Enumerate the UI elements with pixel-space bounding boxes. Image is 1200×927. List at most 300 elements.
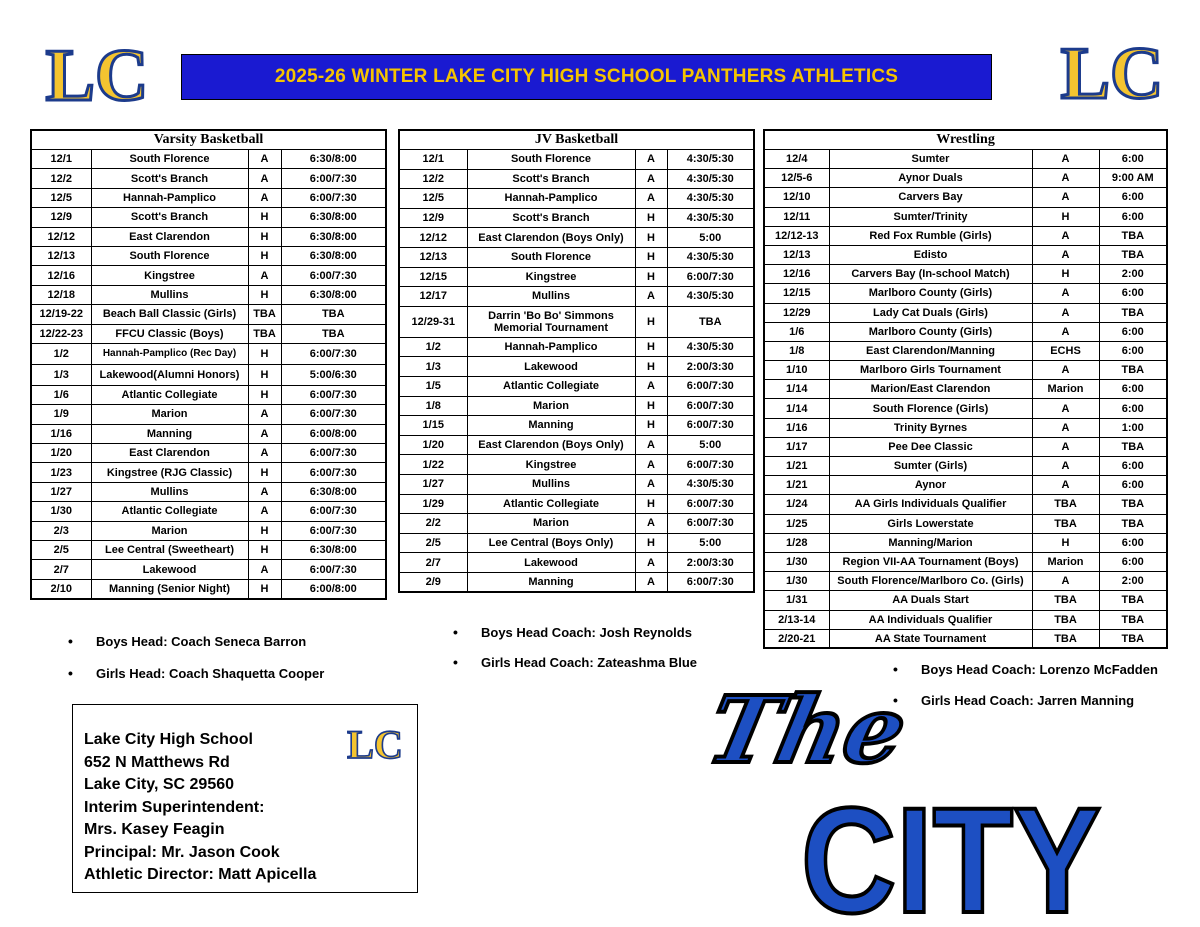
table-row [31, 521, 386, 540]
time-cell: 6:00 [1099, 552, 1167, 571]
location-cell: A [635, 376, 667, 396]
time-cell: 6:00/7:30 [667, 572, 754, 592]
opponent-cell: Aynor Duals [829, 169, 1032, 188]
lc-logo-text: LC [1060, 33, 1164, 115]
date-cell: 12/12 [31, 227, 91, 246]
table-row [31, 579, 386, 598]
time-cell: 6:00 [1099, 150, 1167, 169]
time-cell: 6:00 [1099, 188, 1167, 207]
location-cell: A [248, 169, 281, 188]
date-cell: 12/5-6 [764, 169, 829, 188]
location-cell: A [1032, 322, 1099, 341]
list-item: • Girls Head Coach: Zateashma Blue [453, 655, 697, 670]
time-cell: 9:00 AM [1099, 169, 1167, 188]
location-cell: A [1032, 188, 1099, 207]
opponent-cell: Sumter/Trinity [829, 207, 1032, 226]
list-item: • Boys Head Coach: Lorenzo McFadden [893, 662, 1158, 677]
time-cell: 4:30/5:30 [667, 189, 754, 209]
time-cell: 2:00/3:30 [667, 553, 754, 573]
time-cell: TBA [281, 305, 386, 324]
location-cell: H [248, 463, 281, 482]
time-cell: TBA [1099, 514, 1167, 533]
location-cell: A [1032, 457, 1099, 476]
opponent-cell: Marion [467, 396, 635, 416]
table-row [31, 188, 386, 207]
time-cell: 1:00 [1099, 418, 1167, 437]
table-row [399, 376, 754, 396]
time-cell: 6:30/8:00 [281, 482, 386, 501]
table-row [399, 514, 754, 534]
location-cell: A [1032, 572, 1099, 591]
time-cell: TBA [1099, 303, 1167, 322]
table-row [31, 246, 386, 265]
time-cell: 6:00/7:30 [667, 267, 754, 287]
table-title: JV Basketball [399, 130, 754, 150]
table-row [31, 343, 386, 364]
opponent-cell: East Clarendon (Boys Only) [467, 228, 635, 248]
time-cell: 6:00 [1099, 322, 1167, 341]
opponent-cell: Lady Cat Duals (Girls) [829, 303, 1032, 322]
table-row [399, 169, 754, 189]
date-cell: 12/15 [399, 267, 467, 287]
opponent-cell: Scott's Branch [467, 169, 635, 189]
table-row [399, 189, 754, 209]
date-cell: 1/23 [31, 463, 91, 482]
location-cell: A [1032, 169, 1099, 188]
table-row [399, 474, 754, 494]
opponent-cell: Beach Ball Classic (Girls) [91, 305, 248, 324]
time-cell: 6:00/7:30 [667, 494, 754, 514]
opponent-cell: Atlantic Collegiate [91, 502, 248, 521]
date-cell: 12/2 [399, 169, 467, 189]
table-row [764, 284, 1167, 303]
opponent-cell: Atlantic Collegiate [91, 385, 248, 404]
the-city-logo [698, 670, 1110, 927]
opponent-cell: Region VII-AA Tournament (Boys) [829, 552, 1032, 571]
location-cell: A [635, 150, 667, 170]
location-cell: A [1032, 150, 1099, 169]
date-cell: 2/7 [399, 553, 467, 573]
time-cell: 6:00 [1099, 341, 1167, 360]
time-cell: 6:30/8:00 [281, 541, 386, 560]
location-cell: A [635, 435, 667, 455]
opponent-cell: Carvers Bay [829, 188, 1032, 207]
location-cell: H [1032, 265, 1099, 284]
table-row [764, 361, 1167, 380]
table-row [764, 265, 1167, 284]
time-cell: 4:30/5:30 [667, 337, 754, 357]
date-cell: 1/24 [764, 495, 829, 514]
location-cell: A [635, 455, 667, 475]
opponent-cell: Marion [91, 405, 248, 424]
location-cell: TBA [1032, 610, 1099, 629]
time-cell: 6:00/7:30 [667, 455, 754, 475]
time-cell: 6:00/8:00 [281, 424, 386, 443]
opponent-cell: Atlantic Collegiate [467, 494, 635, 514]
table-row [399, 208, 754, 228]
table-row [764, 399, 1167, 418]
lc-logo-small [349, 719, 401, 769]
location-cell: H [1032, 533, 1099, 552]
date-cell: 12/5 [31, 188, 91, 207]
time-cell: 5:00 [667, 533, 754, 553]
opponent-cell: East Clarendon [91, 444, 248, 463]
opponent-cell: Lee Central (Boys Only) [467, 533, 635, 553]
city-text: CITY [801, 776, 1101, 927]
table-title: Wrestling [764, 130, 1167, 150]
location-cell: TBA [1032, 495, 1099, 514]
opponent-cell: East Clarendon (Boys Only) [467, 435, 635, 455]
location-cell: H [635, 396, 667, 416]
table-row [399, 357, 754, 377]
info-line: 652 N Matthews Rd [84, 753, 230, 771]
opponent-cell: South Florence (Girls) [829, 399, 1032, 418]
location-cell: H [248, 521, 281, 540]
location-cell: TBA [1032, 591, 1099, 610]
location-cell: H [635, 533, 667, 553]
lc-logo-text: LC [45, 35, 149, 117]
table-row [764, 495, 1167, 514]
opponent-cell: Scott's Branch [467, 208, 635, 228]
location-cell: A [1032, 437, 1099, 456]
location-cell: A [635, 572, 667, 592]
location-cell: A [635, 553, 667, 573]
date-cell: 1/16 [31, 424, 91, 443]
list-item: • Boys Head: Coach Seneca Barron [68, 634, 324, 649]
table-row [31, 169, 386, 188]
date-cell: 1/20 [31, 444, 91, 463]
location-cell: H [248, 227, 281, 246]
time-cell: 6:00/7:30 [281, 169, 386, 188]
opponent-cell: Marlboro Girls Tournament [829, 361, 1032, 380]
time-cell: TBA [1099, 361, 1167, 380]
location-cell: H [635, 267, 667, 287]
time-cell: TBA [667, 306, 754, 337]
the-text: The [698, 675, 916, 784]
opponent-cell: AA Girls Individuals Qualifier [829, 495, 1032, 514]
location-cell: H [635, 416, 667, 436]
location-cell: H [248, 285, 281, 304]
table-row [764, 591, 1167, 610]
location-cell: H [248, 246, 281, 265]
time-cell: TBA [1099, 245, 1167, 264]
date-cell: 1/25 [764, 514, 829, 533]
opponent-cell: Kingstree (RJG Classic) [91, 463, 248, 482]
jv-rows [399, 150, 754, 592]
date-cell: 1/15 [399, 416, 467, 436]
table-row [764, 572, 1167, 591]
time-cell: 4:30/5:30 [667, 474, 754, 494]
date-cell: 1/21 [764, 476, 829, 495]
time-cell: 6:00/7:30 [667, 514, 754, 534]
table-row [31, 463, 386, 482]
date-cell: 2/3 [31, 521, 91, 540]
date-cell: 1/14 [764, 399, 829, 418]
location-cell: A [248, 266, 281, 285]
date-cell: 1/22 [399, 455, 467, 475]
date-cell: 1/3 [31, 364, 91, 385]
title-banner [181, 54, 992, 100]
table-row [764, 418, 1167, 437]
table-row [764, 303, 1167, 322]
table-row [399, 247, 754, 267]
opponent-cell: Trinity Byrnes [829, 418, 1032, 437]
lc-logo-text: LC [347, 722, 403, 768]
location-cell: A [1032, 476, 1099, 495]
table-row [399, 150, 754, 170]
date-cell: 1/21 [764, 457, 829, 476]
opponent-cell: South Florence [91, 246, 248, 265]
table-row [399, 494, 754, 514]
table-row [31, 364, 386, 385]
time-cell: 6:00 [1099, 284, 1167, 303]
location-cell: A [1032, 418, 1099, 437]
info-line: Principal: Mr. Jason Cook [84, 843, 280, 861]
table-row [764, 514, 1167, 533]
time-cell: 2:00 [1099, 572, 1167, 591]
opponent-cell: Hannah-Pamplico [467, 337, 635, 357]
opponent-cell: South Florence [91, 150, 248, 169]
time-cell: 6:30/8:00 [281, 208, 386, 227]
location-cell: H [248, 364, 281, 385]
opponent-cell: South Florence/Marlboro Co. (Girls) [829, 572, 1032, 591]
table-row [31, 424, 386, 443]
table-row [399, 533, 754, 553]
table-row [399, 306, 754, 337]
table-row [399, 337, 754, 357]
date-cell: 1/30 [31, 502, 91, 521]
date-cell: 1/10 [764, 361, 829, 380]
date-cell: 1/8 [764, 341, 829, 360]
time-cell: TBA [1099, 610, 1167, 629]
opponent-cell: Mullins [467, 287, 635, 307]
location-cell: A [248, 444, 281, 463]
opponent-cell: Sumter [829, 150, 1032, 169]
table-row [31, 405, 386, 424]
opponent-cell: Lakewood(Alumni Honors) [91, 364, 248, 385]
location-cell: Marion [1032, 380, 1099, 399]
table-row [764, 476, 1167, 495]
location-cell: H [635, 247, 667, 267]
location-cell: A [248, 188, 281, 207]
location-cell: H [248, 208, 281, 227]
date-cell: 12/9 [399, 208, 467, 228]
location-cell: A [1032, 399, 1099, 418]
table-row [31, 541, 386, 560]
time-cell: 6:00 [1099, 533, 1167, 552]
date-cell: 12/1 [399, 150, 467, 170]
time-cell: 6:00/7:30 [281, 502, 386, 521]
time-cell: 4:30/5:30 [667, 247, 754, 267]
date-cell: 12/11 [764, 207, 829, 226]
location-cell: A [635, 169, 667, 189]
date-cell: 12/2 [31, 169, 91, 188]
opponent-cell: Atlantic Collegiate [467, 376, 635, 396]
opponent-cell: Marlboro County (Girls) [829, 284, 1032, 303]
table-row [399, 572, 754, 592]
location-cell: H [635, 228, 667, 248]
date-cell: 12/18 [31, 285, 91, 304]
date-cell: 1/27 [31, 482, 91, 501]
opponent-cell: Mullins [91, 482, 248, 501]
table-row [31, 482, 386, 501]
table-row [764, 437, 1167, 456]
time-cell: 4:30/5:30 [667, 208, 754, 228]
location-cell: TBA [248, 324, 281, 343]
time-cell: 6:00 [1099, 380, 1167, 399]
table-row [764, 552, 1167, 571]
opponent-cell: Darrin 'Bo Bo' Simmons Memorial Tournament [467, 306, 635, 337]
table-row [399, 435, 754, 455]
table-row [764, 629, 1167, 648]
varsity-basketball-table [30, 129, 387, 600]
time-cell: 6:00/7:30 [281, 266, 386, 285]
opponent-cell: Mullins [91, 285, 248, 304]
opponent-cell: South Florence [467, 247, 635, 267]
opponent-cell: Marion [467, 514, 635, 534]
table-row [764, 169, 1167, 188]
time-cell: 4:30/5:30 [667, 150, 754, 170]
opponent-cell: Manning [467, 416, 635, 436]
table-row [31, 324, 386, 343]
table-row [31, 385, 386, 404]
table-row [764, 150, 1167, 169]
opponent-cell: AA Duals Start [829, 591, 1032, 610]
location-cell: H [635, 494, 667, 514]
table-row [399, 267, 754, 287]
date-cell: 12/15 [764, 284, 829, 303]
date-cell: 12/29-31 [399, 306, 467, 337]
date-cell: 12/4 [764, 150, 829, 169]
location-cell: A [1032, 303, 1099, 322]
opponent-cell: Sumter (Girls) [829, 457, 1032, 476]
table-row [399, 396, 754, 416]
time-cell: 6:00/7:30 [281, 560, 386, 579]
opponent-cell: East Clarendon [91, 227, 248, 246]
date-cell: 1/29 [399, 494, 467, 514]
table-row [764, 457, 1167, 476]
date-cell: 2/10 [31, 579, 91, 598]
table-row [764, 380, 1167, 399]
opponent-cell: Edisto [829, 245, 1032, 264]
info-line: Lake City High School [84, 731, 253, 748]
time-cell: 6:00/7:30 [281, 521, 386, 540]
time-cell: 5:00 [667, 435, 754, 455]
date-cell: 1/2 [31, 343, 91, 364]
location-cell: H [248, 579, 281, 598]
location-cell: A [1032, 226, 1099, 245]
opponent-cell: Lee Central (Sweetheart) [91, 541, 248, 560]
date-cell: 12/13 [31, 246, 91, 265]
table-row [31, 444, 386, 463]
opponent-cell: Hannah-Pamplico [91, 188, 248, 207]
location-cell: H [635, 208, 667, 228]
date-cell: 1/14 [764, 380, 829, 399]
opponent-cell: South Florence [467, 150, 635, 170]
table-row [764, 322, 1167, 341]
location-cell: H [635, 337, 667, 357]
date-cell: 1/5 [399, 376, 467, 396]
time-cell: 2:00/3:30 [667, 357, 754, 377]
time-cell: 6:30/8:00 [281, 246, 386, 265]
date-cell: 1/2 [399, 337, 467, 357]
date-cell: 1/6 [31, 385, 91, 404]
location-cell: A [248, 150, 281, 169]
date-cell: 1/16 [764, 418, 829, 437]
location-cell: H [1032, 207, 1099, 226]
date-cell: 1/30 [764, 552, 829, 571]
time-cell: TBA [1099, 629, 1167, 648]
info-line: Athletic Director: Matt Apicella [84, 866, 317, 883]
time-cell: 6:00/7:30 [281, 444, 386, 463]
opponent-cell: Carvers Bay (In-school Match) [829, 265, 1032, 284]
date-cell: 12/5 [399, 189, 467, 209]
date-cell: 12/19-22 [31, 305, 91, 324]
table-row [764, 533, 1167, 552]
opponent-cell: Hannah-Pamplico [467, 189, 635, 209]
date-cell: 12/12-13 [764, 226, 829, 245]
table-row [31, 150, 386, 169]
opponent-cell: Mullins [467, 474, 635, 494]
time-cell: TBA [281, 324, 386, 343]
location-cell: TBA [248, 305, 281, 324]
time-cell: 6:00/7:30 [667, 396, 754, 416]
jv-basketball-table [398, 129, 755, 593]
location-cell: H [248, 343, 281, 364]
time-cell: TBA [1099, 226, 1167, 245]
time-cell: 6:00/7:30 [281, 188, 386, 207]
date-cell: 12/13 [764, 245, 829, 264]
info-line: Lake City, SC 29560 [84, 776, 235, 793]
location-cell: A [248, 560, 281, 579]
time-cell: 6:00 [1099, 399, 1167, 418]
opponent-cell: Kingstree [467, 455, 635, 475]
time-cell: 6:00/7:30 [281, 405, 386, 424]
opponent-cell: Hannah-Pamplico (Rec Day) [91, 343, 248, 364]
table-row [31, 266, 386, 285]
varsity-coaches-list [68, 634, 324, 681]
opponent-cell: Pee Dee Classic [829, 437, 1032, 456]
time-cell: 6:00/7:30 [667, 376, 754, 396]
opponent-cell: Red Fox Rumble (Girls) [829, 226, 1032, 245]
time-cell: 6:00 [1099, 457, 1167, 476]
location-cell: A [635, 474, 667, 494]
info-line: Mrs. Kasey Feagin [84, 821, 225, 838]
date-cell: 1/6 [764, 322, 829, 341]
location-cell: A [1032, 361, 1099, 380]
date-cell: 2/9 [399, 572, 467, 592]
school-info-box [72, 704, 418, 893]
info-line: Interim Superintendent: [84, 798, 265, 816]
date-cell: 12/1 [31, 150, 91, 169]
location-cell: H [635, 357, 667, 377]
table-row [31, 227, 386, 246]
opponent-cell: Marion [91, 521, 248, 540]
date-cell: 12/22-23 [31, 324, 91, 343]
time-cell: 6:00/7:30 [281, 463, 386, 482]
date-cell: 1/17 [764, 437, 829, 456]
location-cell: TBA [1032, 514, 1099, 533]
location-cell: H [635, 306, 667, 337]
varsity-rows [31, 150, 386, 599]
opponent-cell: Kingstree [91, 266, 248, 285]
location-cell: A [635, 287, 667, 307]
time-cell: 4:30/5:30 [667, 287, 754, 307]
table-row [31, 560, 386, 579]
time-cell: TBA [1099, 437, 1167, 456]
date-cell: 1/8 [399, 396, 467, 416]
time-cell: TBA [1099, 495, 1167, 514]
